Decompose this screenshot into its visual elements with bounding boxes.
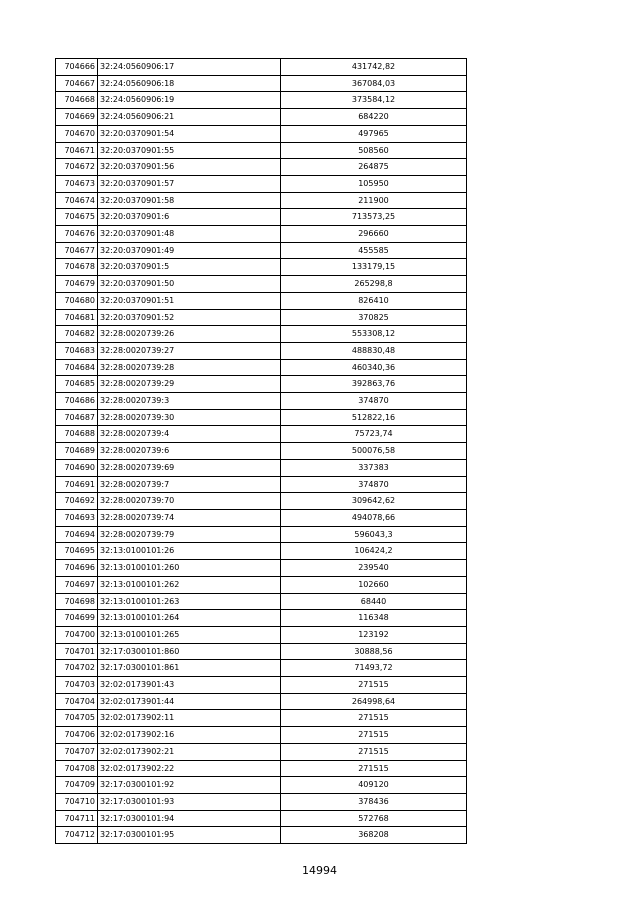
table-row <box>56 125 467 142</box>
page-number: 14994 <box>302 864 337 877</box>
cadastral-number-cell: 32:28:0020739:79 <box>98 526 281 543</box>
value-cell: 264998,64 <box>281 693 467 710</box>
table-row <box>56 393 467 410</box>
table-row <box>56 443 467 460</box>
value-cell: 572768 <box>281 810 467 827</box>
cadastral-number-cell: 32:20:0370901:57 <box>98 175 281 192</box>
table-row <box>56 493 467 510</box>
table-row <box>56 209 467 226</box>
cadastral-number-cell: 32:02:0173902:11 <box>98 710 281 727</box>
cadastral-number-cell: 32:17:0300101:95 <box>98 827 281 844</box>
cadastral-number-cell: 32:28:0020739:27 <box>98 342 281 359</box>
cadastral-number-cell: 32:02:0173901:44 <box>98 693 281 710</box>
value-cell: 455585 <box>281 242 467 259</box>
cadastral-number-cell: 32:17:0300101:94 <box>98 810 281 827</box>
value-cell: 211900 <box>281 192 467 209</box>
cadastral-number-cell: 32:28:0020739:30 <box>98 409 281 426</box>
value-cell: 370825 <box>281 309 467 326</box>
row-id-cell: 704673 <box>56 175 98 192</box>
value-cell: 75723,74 <box>281 426 467 443</box>
cadastral-number-cell: 32:28:0020739:4 <box>98 426 281 443</box>
cadastral-number-cell: 32:17:0300101:92 <box>98 777 281 794</box>
row-id-cell: 704686 <box>56 393 98 410</box>
table-row <box>56 810 467 827</box>
row-id-cell: 704687 <box>56 409 98 426</box>
cadastral-number-cell: 32:20:0370901:48 <box>98 226 281 243</box>
table-row <box>56 727 467 744</box>
row-id-cell: 704712 <box>56 827 98 844</box>
table-body <box>56 59 467 844</box>
table-row <box>56 309 467 326</box>
value-cell: 239540 <box>281 560 467 577</box>
row-id-cell: 704679 <box>56 276 98 293</box>
value-cell: 123192 <box>281 626 467 643</box>
cadastral-number-cell: 32:20:0370901:6 <box>98 209 281 226</box>
row-id-cell: 704677 <box>56 242 98 259</box>
cadastral-number-cell: 32:28:0020739:6 <box>98 443 281 460</box>
table-row <box>56 793 467 810</box>
row-id-cell: 704701 <box>56 643 98 660</box>
cadastral-number-cell: 32:13:0100101:260 <box>98 560 281 577</box>
table-row <box>56 543 467 560</box>
table-row <box>56 242 467 259</box>
value-cell: 512822,16 <box>281 409 467 426</box>
value-cell: 271515 <box>281 727 467 744</box>
value-cell: 378436 <box>281 793 467 810</box>
value-cell: 373584,12 <box>281 92 467 109</box>
value-cell: 296660 <box>281 226 467 243</box>
row-id-cell: 704680 <box>56 292 98 309</box>
row-id-cell: 704684 <box>56 359 98 376</box>
cadastral-number-cell: 32:02:0173901:43 <box>98 677 281 694</box>
value-cell: 409120 <box>281 777 467 794</box>
cadastral-number-cell: 32:20:0370901:51 <box>98 292 281 309</box>
value-cell: 271515 <box>281 677 467 694</box>
row-id-cell: 704699 <box>56 610 98 627</box>
row-id-cell: 704683 <box>56 342 98 359</box>
value-cell: 133179,15 <box>281 259 467 276</box>
table-row <box>56 610 467 627</box>
cadastral-number-cell: 32:28:0020739:74 <box>98 509 281 526</box>
row-id-cell: 704706 <box>56 727 98 744</box>
table-row <box>56 710 467 727</box>
table-row <box>56 409 467 426</box>
row-id-cell: 704676 <box>56 226 98 243</box>
table-row <box>56 509 467 526</box>
table-row <box>56 743 467 760</box>
cadastral-number-cell: 32:24:0560906:18 <box>98 75 281 92</box>
cadastral-number-cell: 32:13:0100101:263 <box>98 593 281 610</box>
table-row <box>56 426 467 443</box>
table-row <box>56 827 467 844</box>
table-row <box>56 476 467 493</box>
value-cell: 367084,03 <box>281 75 467 92</box>
value-cell: 713573,25 <box>281 209 467 226</box>
value-cell: 826410 <box>281 292 467 309</box>
cadastral-number-cell: 32:24:0560906:17 <box>98 59 281 76</box>
table-row <box>56 760 467 777</box>
row-id-cell: 704678 <box>56 259 98 276</box>
value-cell: 368208 <box>281 827 467 844</box>
table-row <box>56 292 467 309</box>
table-row <box>56 59 467 76</box>
row-id-cell: 704685 <box>56 376 98 393</box>
cadastral-number-cell: 32:13:0100101:26 <box>98 543 281 560</box>
row-id-cell: 704698 <box>56 593 98 610</box>
value-cell: 497965 <box>281 125 467 142</box>
value-cell: 71493,72 <box>281 660 467 677</box>
row-id-cell: 704695 <box>56 543 98 560</box>
value-cell: 106424,2 <box>281 543 467 560</box>
row-id-cell: 704692 <box>56 493 98 510</box>
cadastral-number-cell: 32:13:0100101:264 <box>98 610 281 627</box>
table-row <box>56 777 467 794</box>
cadastral-number-cell: 32:20:0370901:49 <box>98 242 281 259</box>
row-id-cell: 704697 <box>56 576 98 593</box>
row-id-cell: 704707 <box>56 743 98 760</box>
table-row <box>56 92 467 109</box>
cadastral-number-cell: 32:02:0173902:21 <box>98 743 281 760</box>
value-cell: 309642,62 <box>281 493 467 510</box>
value-cell: 337383 <box>281 459 467 476</box>
table-row <box>56 376 467 393</box>
cadastral-number-cell: 32:28:0020739:29 <box>98 376 281 393</box>
table-row <box>56 560 467 577</box>
row-id-cell: 704681 <box>56 309 98 326</box>
table-row <box>56 593 467 610</box>
value-cell: 264875 <box>281 159 467 176</box>
value-cell: 271515 <box>281 760 467 777</box>
cadastral-number-cell: 32:20:0370901:55 <box>98 142 281 159</box>
cadastral-number-cell: 32:20:0370901:58 <box>98 192 281 209</box>
value-cell: 30888,56 <box>281 643 467 660</box>
value-cell: 494078,66 <box>281 509 467 526</box>
table-row <box>56 276 467 293</box>
row-id-cell: 704668 <box>56 92 98 109</box>
table-row <box>56 342 467 359</box>
row-id-cell: 704709 <box>56 777 98 794</box>
table-row <box>56 226 467 243</box>
cadastral-number-cell: 32:20:0370901:5 <box>98 259 281 276</box>
cadastral-number-cell: 32:28:0020739:7 <box>98 476 281 493</box>
row-id-cell: 704674 <box>56 192 98 209</box>
row-id-cell: 704705 <box>56 710 98 727</box>
row-id-cell: 704708 <box>56 760 98 777</box>
cadastral-number-cell: 32:02:0173902:22 <box>98 760 281 777</box>
value-cell: 105950 <box>281 175 467 192</box>
row-id-cell: 704670 <box>56 125 98 142</box>
row-id-cell: 704688 <box>56 426 98 443</box>
table-row <box>56 643 467 660</box>
table-row <box>56 677 467 694</box>
table-row <box>56 576 467 593</box>
table-row <box>56 75 467 92</box>
table-row <box>56 526 467 543</box>
table-row <box>56 142 467 159</box>
table-row <box>56 326 467 343</box>
cadastral-number-cell: 32:28:0020739:3 <box>98 393 281 410</box>
row-id-cell: 704672 <box>56 159 98 176</box>
row-id-cell: 704693 <box>56 509 98 526</box>
value-cell: 392863,76 <box>281 376 467 393</box>
cadastral-number-cell: 32:13:0100101:265 <box>98 626 281 643</box>
table-row <box>56 626 467 643</box>
value-cell: 374870 <box>281 476 467 493</box>
row-id-cell: 704710 <box>56 793 98 810</box>
row-id-cell: 704711 <box>56 810 98 827</box>
cadastral-number-cell: 32:28:0020739:28 <box>98 359 281 376</box>
row-id-cell: 704669 <box>56 109 98 126</box>
row-id-cell: 704702 <box>56 660 98 677</box>
value-cell: 684220 <box>281 109 467 126</box>
cadastral-number-cell: 32:20:0370901:54 <box>98 125 281 142</box>
row-id-cell: 704675 <box>56 209 98 226</box>
value-cell: 460340,36 <box>281 359 467 376</box>
row-id-cell: 704704 <box>56 693 98 710</box>
value-cell: 271515 <box>281 743 467 760</box>
value-cell: 68440 <box>281 593 467 610</box>
cadastral-value-table <box>55 58 467 844</box>
table-row <box>56 175 467 192</box>
value-cell: 116348 <box>281 610 467 627</box>
value-cell: 374870 <box>281 393 467 410</box>
cadastral-number-cell: 32:02:0173902:16 <box>98 727 281 744</box>
cadastral-number-cell: 32:28:0020739:70 <box>98 493 281 510</box>
table-row <box>56 359 467 376</box>
value-cell: 553308,12 <box>281 326 467 343</box>
value-cell: 102660 <box>281 576 467 593</box>
table-row <box>56 109 467 126</box>
value-cell: 271515 <box>281 710 467 727</box>
cadastral-number-cell: 32:17:0300101:860 <box>98 643 281 660</box>
cadastral-number-cell: 32:28:0020739:69 <box>98 459 281 476</box>
row-id-cell: 704694 <box>56 526 98 543</box>
value-cell: 431742,82 <box>281 59 467 76</box>
row-id-cell: 704700 <box>56 626 98 643</box>
cadastral-number-cell: 32:24:0560906:19 <box>98 92 281 109</box>
table-row <box>56 693 467 710</box>
cadastral-number-cell: 32:24:0560906:21 <box>98 109 281 126</box>
value-cell: 265298,8 <box>281 276 467 293</box>
row-id-cell: 704690 <box>56 459 98 476</box>
table-row <box>56 192 467 209</box>
row-id-cell: 704671 <box>56 142 98 159</box>
row-id-cell: 704682 <box>56 326 98 343</box>
table-row <box>56 259 467 276</box>
cadastral-number-cell: 32:13:0100101:262 <box>98 576 281 593</box>
row-id-cell: 704703 <box>56 677 98 694</box>
value-cell: 488830,48 <box>281 342 467 359</box>
value-cell: 596043,3 <box>281 526 467 543</box>
table-row <box>56 459 467 476</box>
cadastral-number-cell: 32:17:0300101:93 <box>98 793 281 810</box>
row-id-cell: 704666 <box>56 59 98 76</box>
cadastral-number-cell: 32:20:0370901:56 <box>98 159 281 176</box>
cadastral-number-cell: 32:17:0300101:861 <box>98 660 281 677</box>
cadastral-number-cell: 32:28:0020739:26 <box>98 326 281 343</box>
value-cell: 508560 <box>281 142 467 159</box>
value-cell: 500076,58 <box>281 443 467 460</box>
row-id-cell: 704667 <box>56 75 98 92</box>
row-id-cell: 704696 <box>56 560 98 577</box>
row-id-cell: 704691 <box>56 476 98 493</box>
table-row <box>56 159 467 176</box>
cadastral-number-cell: 32:20:0370901:50 <box>98 276 281 293</box>
cadastral-number-cell: 32:20:0370901:52 <box>98 309 281 326</box>
row-id-cell: 704689 <box>56 443 98 460</box>
table-row <box>56 660 467 677</box>
